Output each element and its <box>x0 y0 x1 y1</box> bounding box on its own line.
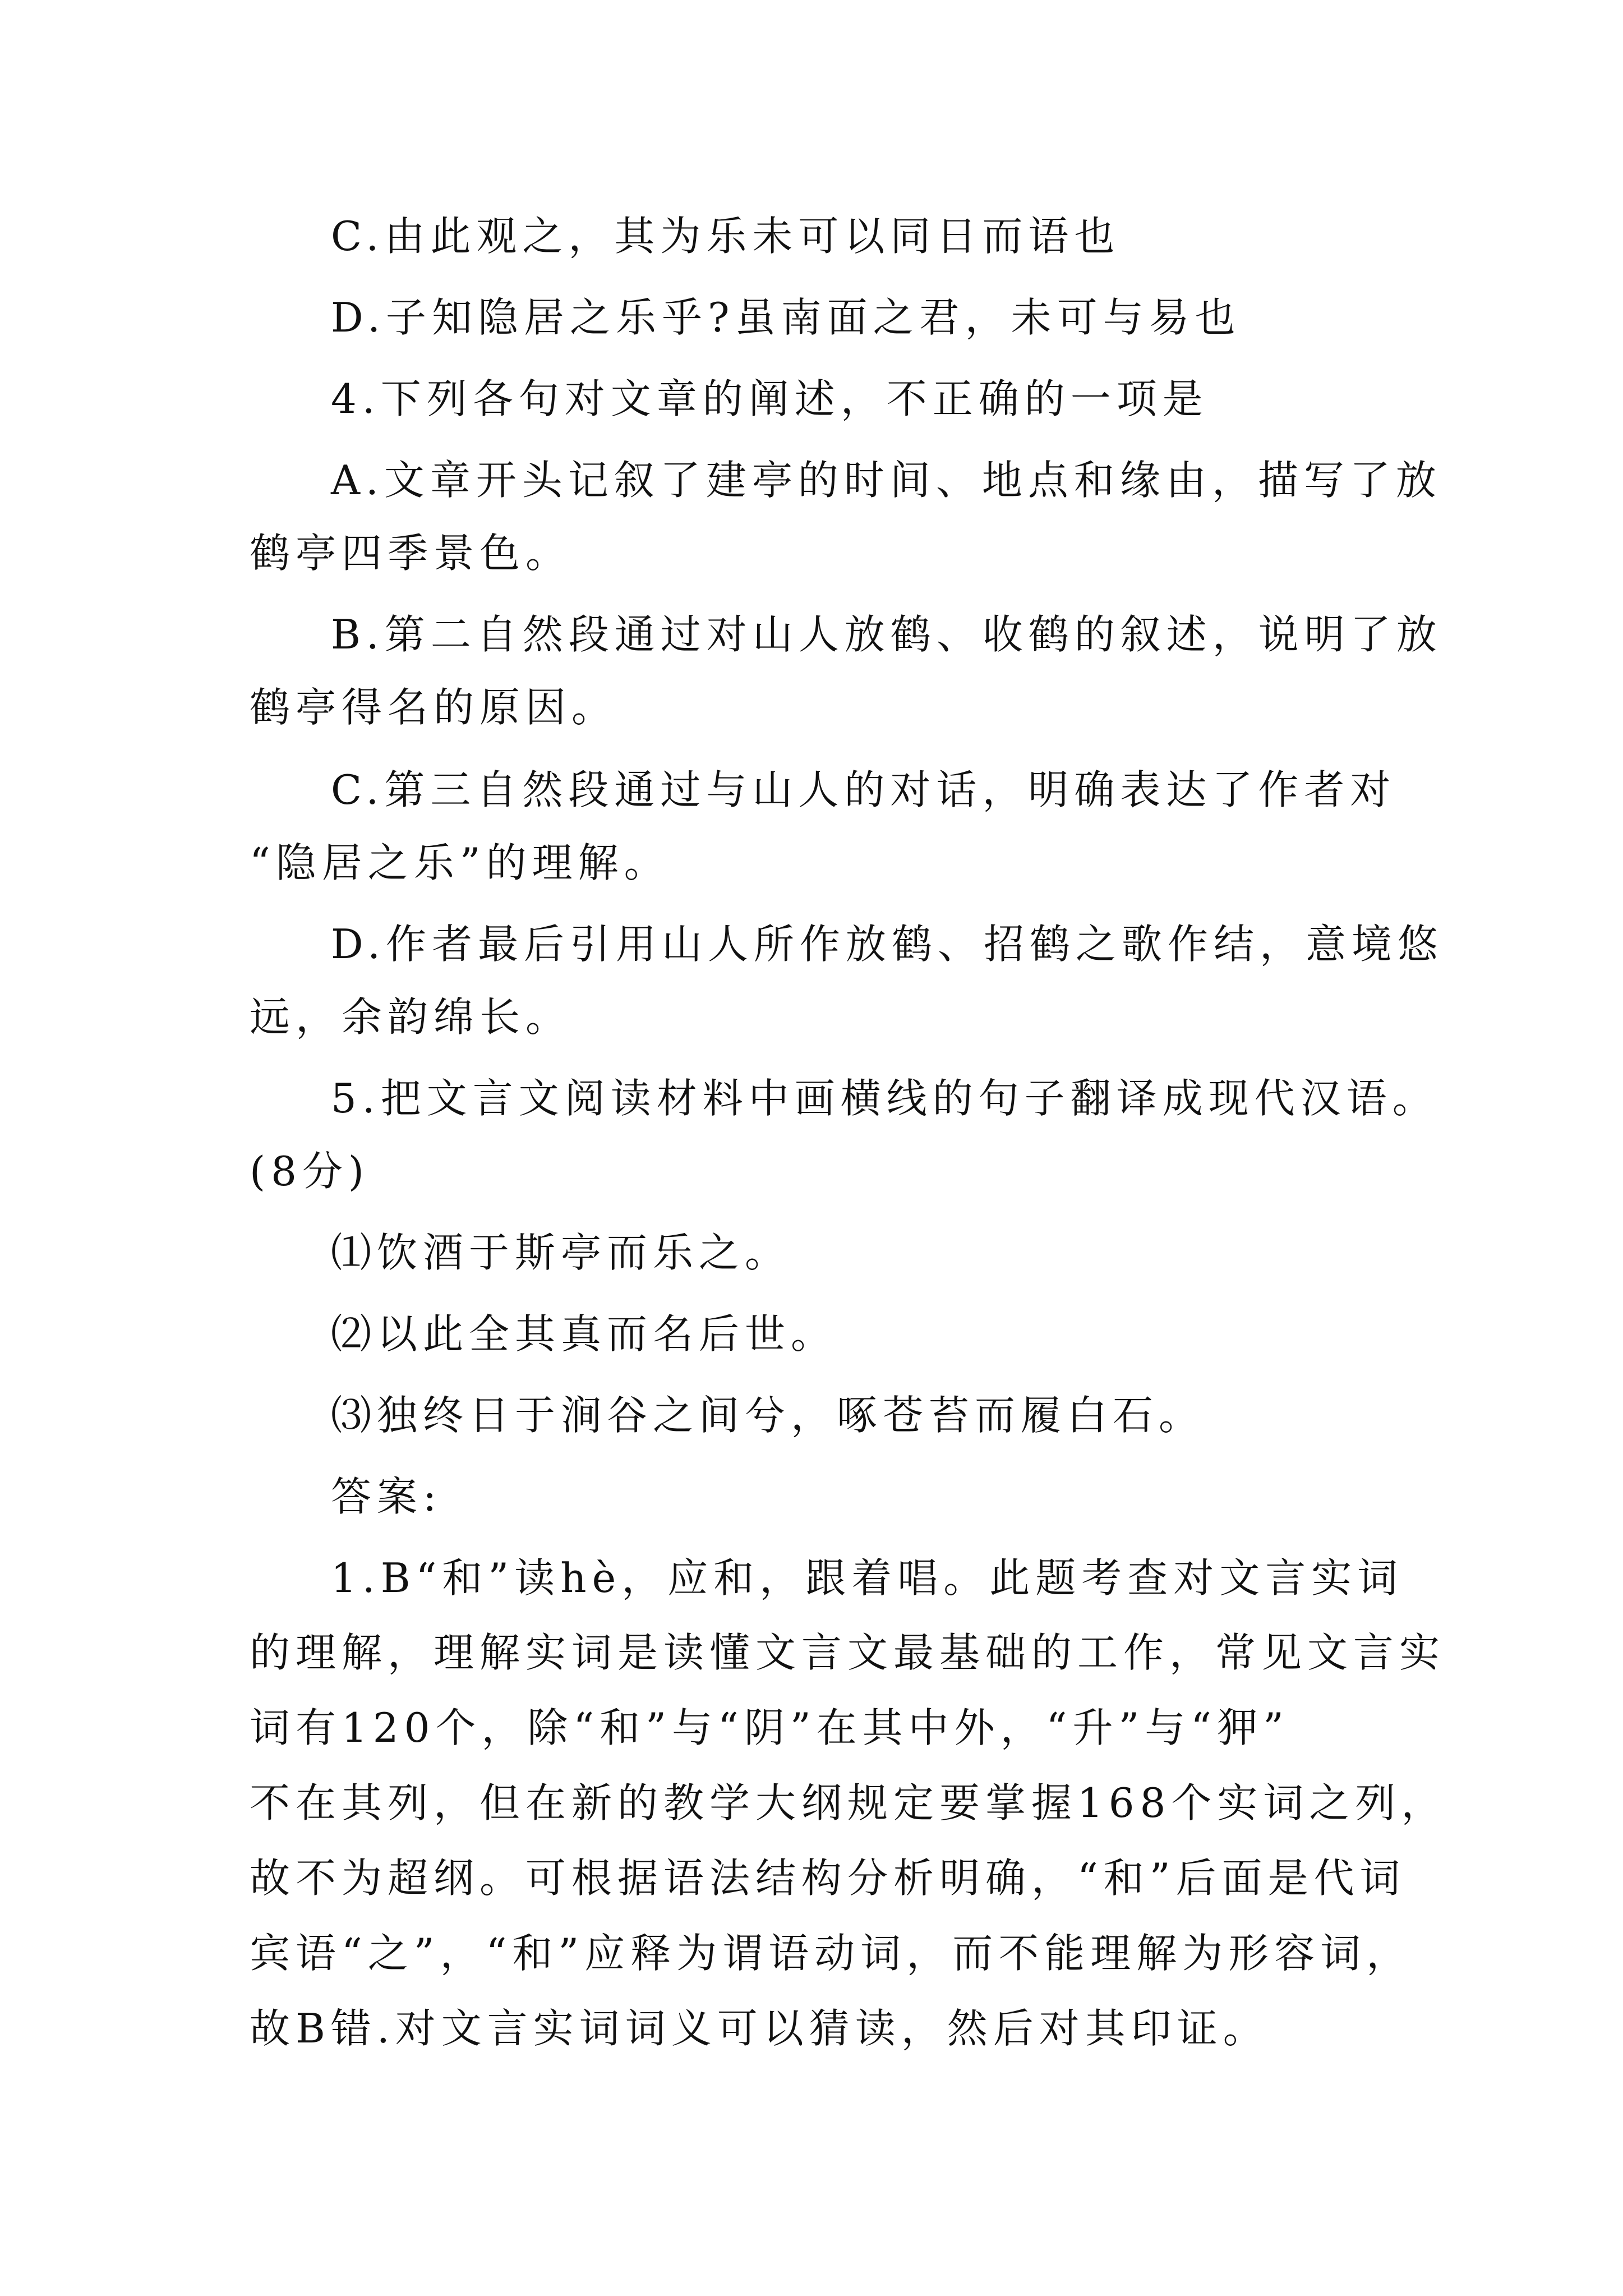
sentence-3-line: ⑶独终日于涧谷之间兮，啄苍苔而履白石。 <box>331 1392 1205 1439</box>
option-d-line-1: D.作者最后引用山人所作放鹤、招鹤之歌作结，意境悠 <box>331 921 1444 968</box>
question-4-line: 4.下列各句对文章的阐述，不正确的一项是 <box>331 375 1209 422</box>
option-c-line: C.由此观之，其为乐未可以同日而语也 <box>331 213 1121 260</box>
sentence-1-line: ⑴饮酒于斯亭而乐之。 <box>331 1229 791 1276</box>
option-b-line-1: B.第二自然段通过对山人放鹤、收鹤的叙述，说明了放 <box>331 611 1442 658</box>
answer-1-line-1: 1.B“和”读hè，应和，跟着唱。此题考查对文言实词 <box>331 1554 1404 1602</box>
answer-heading: 答案: <box>331 1473 442 1520</box>
option-a-line-1: A.文章开头记叙了建亭的时间、地点和缘由，描写了放 <box>331 457 1442 504</box>
question-5-score: (8分) <box>250 1148 370 1195</box>
sentence-2-line: ⑵以此全其真而名后世。 <box>331 1310 837 1358</box>
option-c-line-2: “隐居之乐”的理解。 <box>250 839 670 886</box>
question-5-line: 5.把文言文阅读材料中画横线的句子翻译成现代汉语。 <box>331 1075 1438 1122</box>
option-c-line-1: C.第三自然段通过与山人的对话，明确表达了作者对 <box>331 766 1396 813</box>
answer-1-line-4: 不在其列，但在新的教学大纲规定要掌握168个实词之列， <box>250 1779 1447 1826</box>
option-d-line-2: 远，余韵绵长。 <box>250 993 572 1041</box>
option-d-line: D.子知隐居之乐乎?虽南面之君，未可与易也 <box>331 294 1241 341</box>
answer-1-line-3: 词有120个，除“和”与“阴”在其中外，“升”与“狎” <box>250 1704 1289 1751</box>
option-b-line-2: 鹤亭得名的原因。 <box>250 684 618 731</box>
option-a-line-2: 鹤亭四季景色。 <box>250 530 572 577</box>
answer-1-line-2: 的理解，理解实词是读懂文言文最基础的工作，常见文言实 <box>250 1629 1446 1676</box>
answer-1-line-7: 故B错.对文言实词词义可以猜读，然后对其印证。 <box>250 2005 1269 2052</box>
answer-1-line-6: 宾语“之”，“和”应释为谓语动词，而不能理解为形容词， <box>250 1930 1413 1977</box>
answer-1-line-5: 故不为超纲。可根据语法结构分析明确，“和”后面是代词 <box>250 1855 1406 1902</box>
